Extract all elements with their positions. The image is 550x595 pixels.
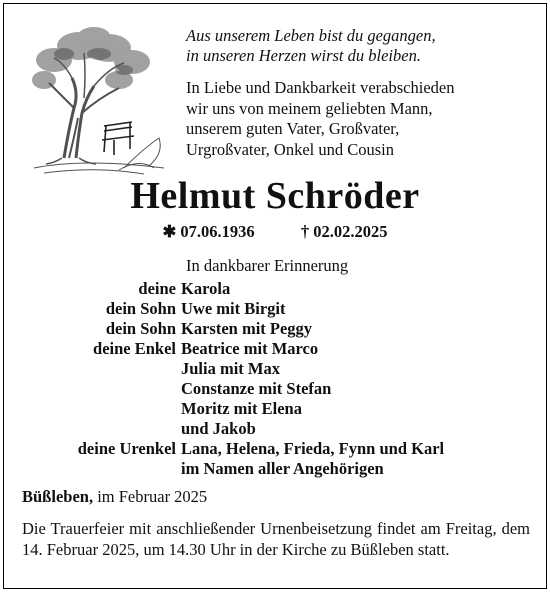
quote: [186, 26, 436, 66]
family-row: [4, 359, 444, 379]
place-town: Büßleben,: [22, 487, 94, 506]
tree-bench-illustration: [24, 18, 174, 178]
memory-line: In dankbarer Erinnerung: [186, 256, 349, 275]
funeral-service-text: Die Trauerfeier mit anschließender Urnenbeisetzung findet am Freitag, dem 14. Februar 2025, um 14.30 Uhr in der Kirche zu Büßleben statt.: [22, 519, 530, 559]
family-row: [4, 299, 444, 319]
quote-line: Aus unserem Leben bist du gegangen,: [186, 26, 436, 45]
family-role: [4, 419, 181, 439]
family-row: [4, 419, 444, 439]
family-role: [4, 359, 181, 379]
place-month: im Februar 2025: [97, 487, 208, 506]
family-role: dein Sohn: [105, 319, 176, 338]
family-role: [4, 399, 181, 419]
family-names: Julia mit Max: [181, 359, 280, 378]
intro-line: In Liebe und Dankbarkeit verabschieden: [186, 78, 455, 97]
intro-line: wir uns von meinem geliebten Mann,: [186, 98, 433, 118]
life-dates: [4, 222, 546, 242]
family-role: [4, 459, 181, 479]
family-row: [4, 279, 444, 299]
family-row: [4, 319, 444, 339]
obituary-card: [3, 3, 547, 589]
birth-date: 07.06.1936: [180, 222, 255, 241]
family-role: dein Sohn: [105, 299, 176, 318]
family-names: Beatrice mit Marco: [181, 339, 319, 358]
place-date: [22, 487, 207, 507]
death-date: 02.02.2025: [313, 222, 388, 241]
family-row: [4, 459, 444, 479]
family-names: Moritz mit Elena: [181, 399, 302, 418]
family-row: [4, 339, 444, 359]
family-names: im Namen aller Angehörigen: [181, 459, 384, 478]
family-row: [4, 379, 444, 399]
family-names: und Jakob: [181, 419, 256, 438]
family-role: [4, 379, 181, 399]
intro-text: [186, 78, 454, 160]
family-names: Karsten mit Peggy: [181, 319, 313, 338]
birth-star-icon: ✱: [162, 222, 177, 241]
intro-line: unserem guten Vater, Großvater,: [186, 119, 400, 138]
family-names: Uwe mit Birgit: [181, 299, 286, 318]
family-role: deine Urenkel: [77, 439, 176, 458]
family-list: [4, 279, 444, 479]
family-row: [4, 439, 444, 459]
deceased-name: Helmut Schröder: [130, 175, 420, 217]
family-names: Lana, Helena, Frieda, Fynn und Karl: [181, 439, 445, 458]
death-cross-icon: †: [300, 222, 310, 241]
family-role: deine: [138, 279, 176, 298]
quote-line: in unseren Herzen wirst du bleiben.: [186, 46, 421, 65]
family-names: Karola: [181, 279, 231, 298]
family-names: Constanze mit Stefan: [181, 379, 332, 398]
family-row: [4, 399, 444, 419]
family-role: deine Enkel: [93, 339, 176, 358]
intro-line: Urgroßvater, Onkel und Cousin: [186, 139, 395, 159]
